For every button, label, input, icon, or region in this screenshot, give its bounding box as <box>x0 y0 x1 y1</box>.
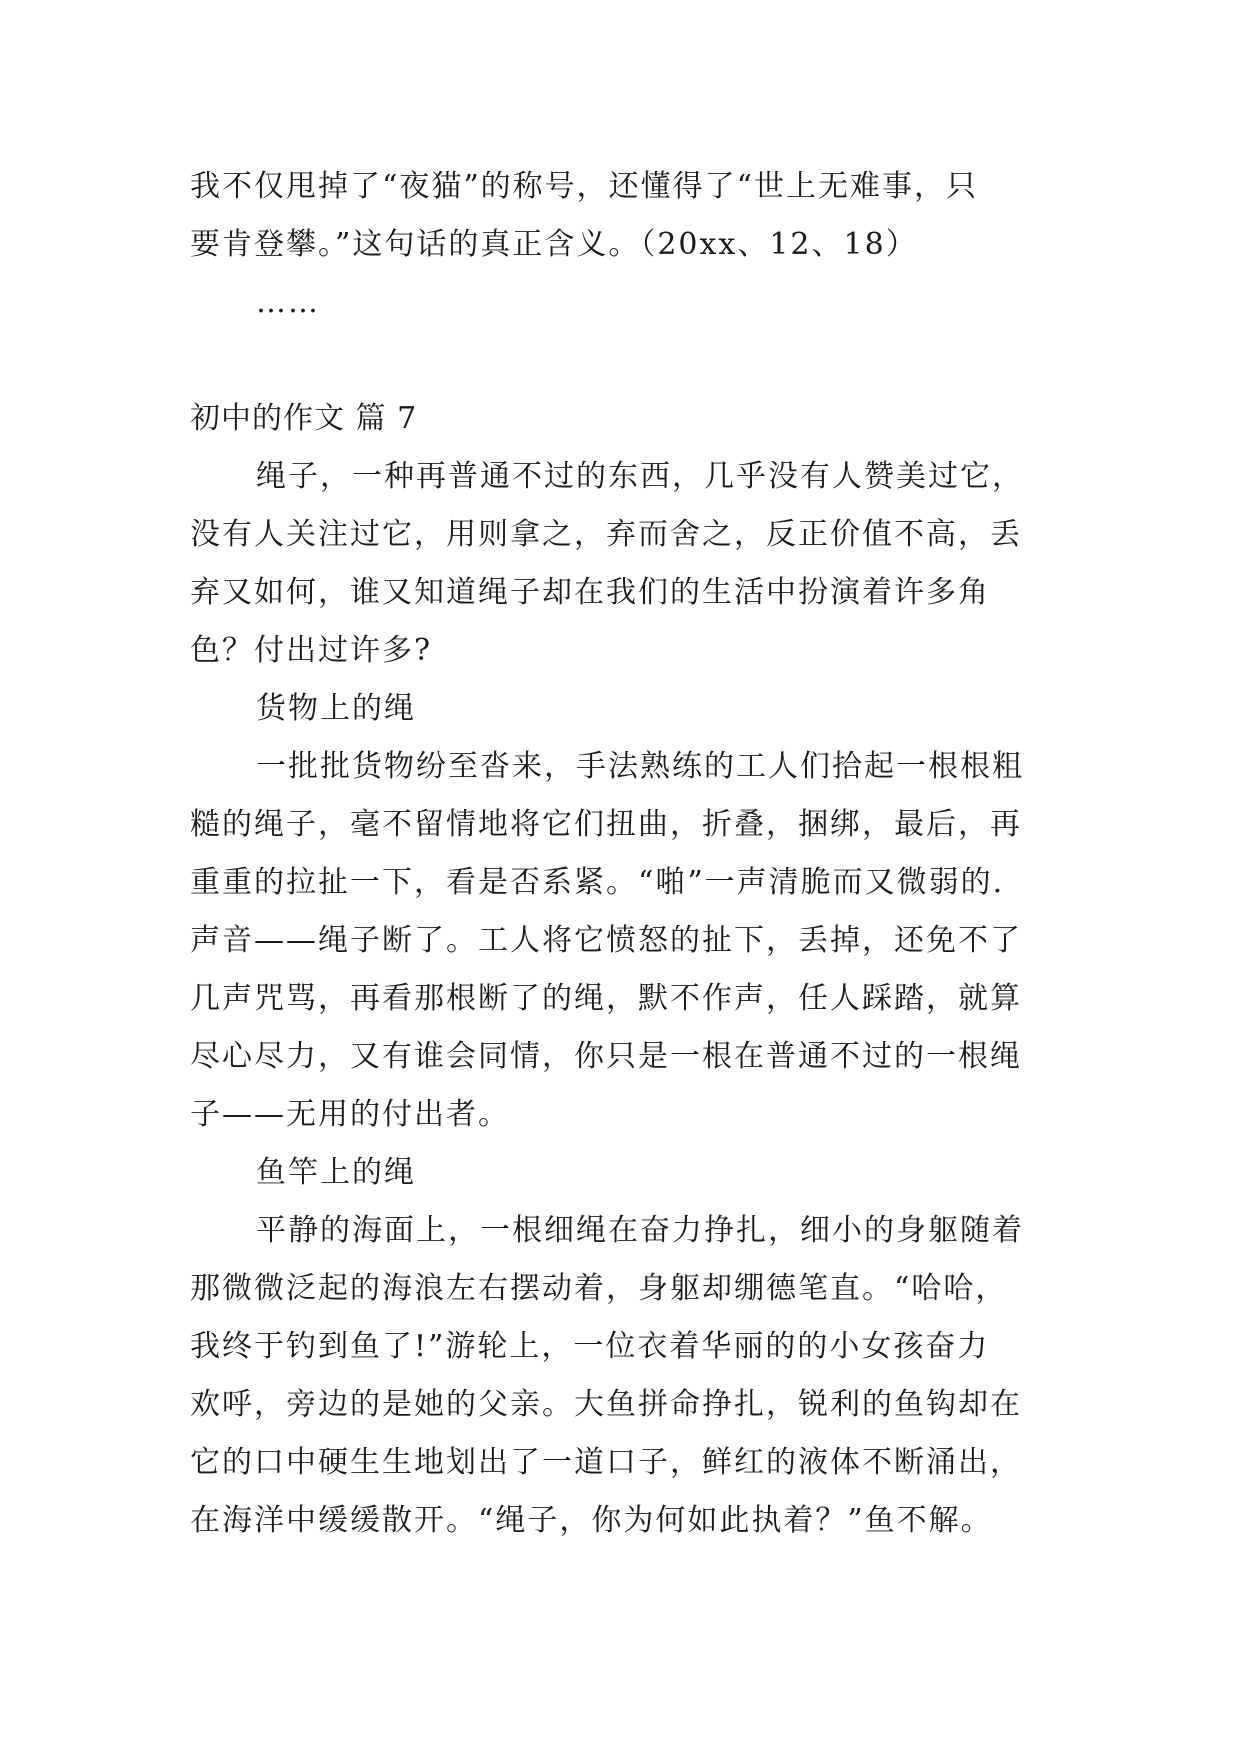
text-line: 声音——绳子断了。工人将它愤怒的扯下，丢掉，还免不了 <box>190 923 1022 958</box>
text-line: 欢呼，旁边的是她的父亲。大鱼拼命挣扎，锐利的鱼钩却在 <box>190 1387 1022 1422</box>
text-line: 我终于钓到鱼了!”游轮上，一位衣着华丽的的小女孩奋力 <box>190 1329 990 1364</box>
subheading: 鱼竿上的绳 <box>256 1155 416 1190</box>
text-line: 那微微泛起的海浪左右摆动着，身躯却绷德笔直。“哈哈， <box>190 1271 1008 1306</box>
paragraph-start: 绳子，一种再普通不过的东西，几乎没有人赞美过它， <box>256 459 1024 494</box>
text-line: 要肯登攀。”这句话的真正含义。（20xx、12、18） <box>190 227 918 262</box>
text-line: 色？付出过许多? <box>190 633 433 668</box>
text-line: 我不仅甩掉了“夜猫”的称号，还懂得了“世上无难事，只 <box>190 169 979 204</box>
text-line: 弃又如何，谁又知道绳子却在我们的生活中扮演着许多角 <box>190 575 990 610</box>
text-line: 尽心尽力，又有谁会同情，你只是一根在普通不过的一根绳 <box>190 1039 1022 1074</box>
paragraph-start: 平静的海面上，一根细绳在奋力挣扎，细小的身躯随着 <box>256 1213 1024 1248</box>
subheading: 货物上的绳 <box>256 691 416 726</box>
text-line: 它的口中硬生生地划出了一道口子，鲜红的液体不断涌出， <box>190 1445 1022 1480</box>
document-page <box>190 158 1070 1550</box>
paragraph-start: 一批批货物纷至沓来，手法熟练的工人们拾起一根根粗 <box>256 749 1024 784</box>
text-line: 子——无用的付出者。 <box>190 1097 510 1132</box>
text-line: 糙的绳子，毫不留情地将它们扭曲，折叠，捆绑，最后，再 <box>190 807 1022 842</box>
ellipsis: …… <box>256 285 320 320</box>
text-line: 几声咒骂，再看那根断了的绳，默不作声，任人踩踏，就算 <box>190 981 1022 1016</box>
text-line: 重重的拉扯一下，看是否系紧。“啪”一声清脆而又微弱的. <box>190 865 1005 900</box>
text-line: 在海洋中缓缓散开。“绳子，你为何如此执着？”鱼不解。 <box>190 1503 993 1538</box>
section-heading: 初中的作文 篇 7 <box>190 401 418 436</box>
spacer <box>190 332 1070 390</box>
text-line: 没有人关注过它，用则拿之，弃而舍之，反正价值不高，丢 <box>190 517 1022 552</box>
